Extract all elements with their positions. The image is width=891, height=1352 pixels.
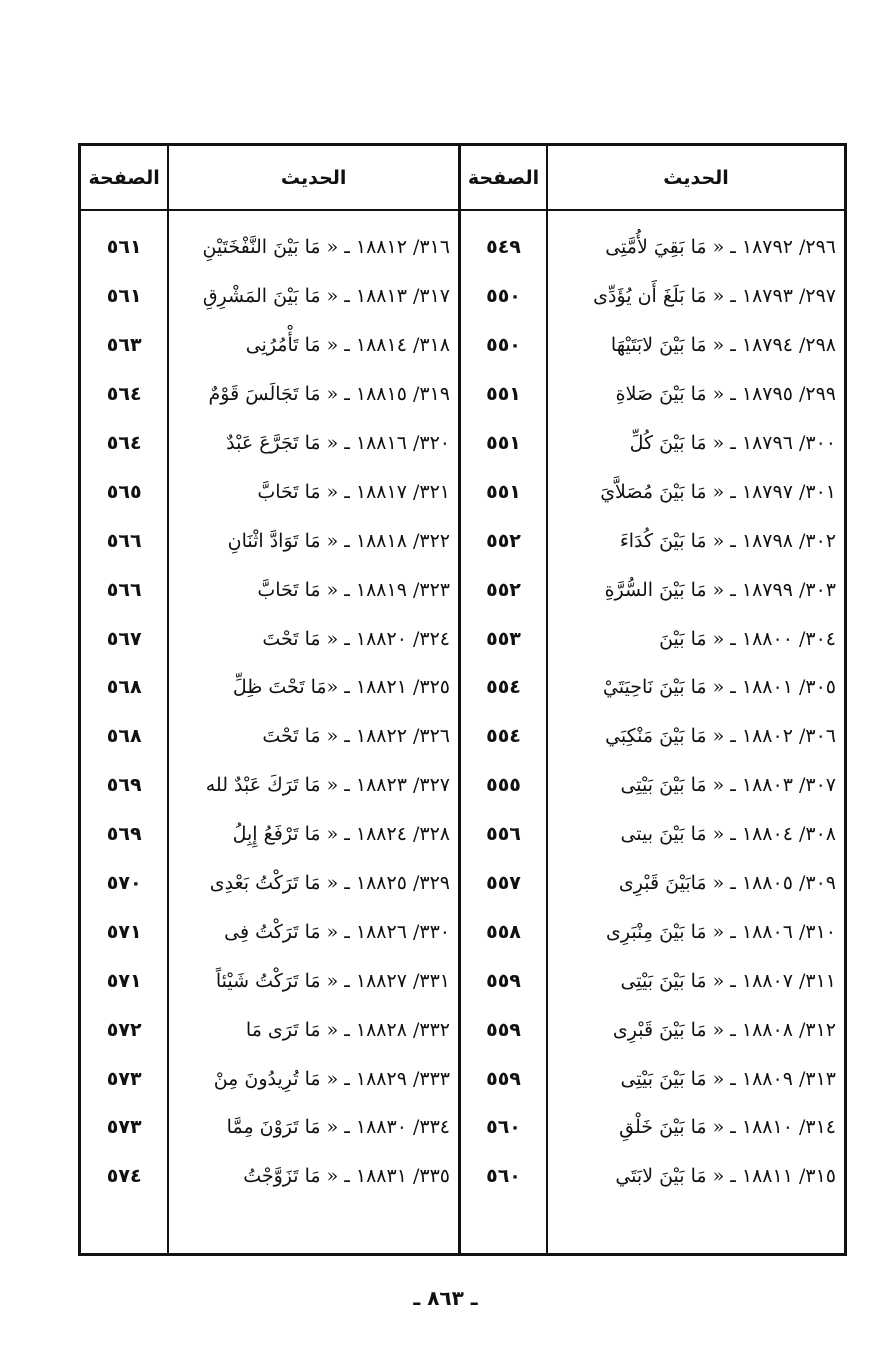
page-list-left <box>81 211 167 1201</box>
hadith-entry: ٣٠٦/ ١٨٨٠٢ ـ « مَا بَيْنَ مَنْكِبَي <box>605 725 836 748</box>
page-number: ٥٥٠ <box>486 334 521 357</box>
hadith-entry: ٣١٨/ ١٨٨١٤ ـ « مَا تَأْمُرُنِى <box>245 334 450 357</box>
page-number: ٥٦٣ <box>106 334 142 357</box>
page-number: ٥٧٣ <box>106 1116 142 1139</box>
hadith-column-right <box>548 146 844 1253</box>
page-number: ٥٧١ <box>106 920 142 943</box>
page-column-header: الصفحة <box>461 146 546 211</box>
page-number: ٥٧٤ <box>106 1165 142 1188</box>
page-number: ٥٥٣ <box>486 627 521 650</box>
hadith-entry: ٣٢٤/ ١٨٨٢٠ ـ « مَا تَحْتَ <box>262 627 450 650</box>
hadith-column-header: الحديث <box>169 146 458 211</box>
hadith-entry: ٣٠٩/ ١٨٨٠٥ ـ « مَابَيْنَ قَبْرِى <box>618 872 836 895</box>
page-number: ٥٧١ <box>106 969 142 992</box>
hadith-entry: ٣٢١/ ١٨٨١٧ ـ « مَا تَحَابَّ <box>257 480 450 503</box>
hadith-entry: ٣١٦/ ١٨٨١٢ ـ « مَا بَيْنَ النَّفْخَتَيْنِ <box>202 236 450 259</box>
page-number: ٥٦٨ <box>106 725 142 748</box>
page-column-left <box>81 146 169 1253</box>
hadith-entry: ٢٩٦/ ١٨٧٩٢ ـ « مَا بَقِيَ لأُمَّتِى <box>605 236 836 259</box>
page-number: ٥٦٦ <box>106 529 142 552</box>
page-number: ٥٥٢ <box>486 529 521 552</box>
page-number: ٥٥٥ <box>486 774 521 797</box>
hadith-entry: ٣١٢/ ١٨٨٠٨ ـ « مَا بَيْنَ قَبْرِى <box>612 1018 836 1041</box>
hadith-entry: ٣٣٠/ ١٨٨٢٦ ـ « مَا تَرَكْتُ فِى <box>224 920 450 943</box>
hadith-column-header: الحديث <box>548 146 844 211</box>
hadith-entry: ٣٠٢/ ١٨٧٩٨ ـ « مَا بَيْنَ كُدَاءَ <box>619 529 836 552</box>
hadith-list-left <box>169 211 458 1201</box>
page-number: ٥٧٢ <box>106 1018 142 1041</box>
page-number: ٥٦٦ <box>106 578 142 601</box>
page-number: ٥٥٤ <box>486 725 521 748</box>
page-number: ٥٦٩ <box>106 774 142 797</box>
hadith-entry: ٣١٩/ ١٨٨١٥ ـ « مَا تَجَالَسَ قَوْمٌ <box>208 383 450 406</box>
page-column-right <box>461 146 548 1253</box>
page-number: ٥٦٤ <box>106 383 142 406</box>
page-number: ٥٥٩ <box>486 969 521 992</box>
page-number: ٥٧٣ <box>106 1067 142 1090</box>
hadith-list-right <box>548 211 844 1201</box>
page-number: ٥٥٤ <box>486 676 521 699</box>
page-number: ٥٥٩ <box>486 1018 521 1041</box>
hadith-entry: ٣٢٨/ ١٨٨٢٤ ـ « مَا تَرْفَعُ إِبِلُ <box>232 823 450 846</box>
page-number: ٥٥١ <box>486 383 521 406</box>
hadith-entry: ٣٢٧/ ١٨٨٢٣ ـ « مَا تَرَكَ عَبْدٌ لله <box>205 774 450 797</box>
page-number: ٥٥١ <box>486 480 521 503</box>
index-column-pair-left <box>81 146 461 1253</box>
page-number: ٥٥٠ <box>486 285 521 308</box>
hadith-column-left <box>169 146 458 1253</box>
hadith-entry: ٣٢٣/ ١٨٨١٩ ـ « مَا تَحَابَّ <box>257 578 450 601</box>
hadith-entry: ٣١٧/ ١٨٨١٣ ـ « مَا بَيْنَ المَشْرِقِ <box>202 285 450 308</box>
page-number: ٥٦٨ <box>106 676 142 699</box>
hadith-entry: ٣٠٣/ ١٨٧٩٩ ـ « مَا بَيْنَ السُّرَّةِ <box>604 578 836 601</box>
hadith-entry: ٣٠٤/ ١٨٨٠٠ ـ « مَا بَيْنَ <box>659 627 836 650</box>
index-column-pair-right <box>461 146 844 1253</box>
hadith-entry: ٣١١/ ١٨٨٠٧ ـ « مَا بَيْنَ بَيْتِى <box>620 969 836 992</box>
page-number: ٥٥٧ <box>486 872 521 895</box>
hadith-entry: ٣١٠/ ١٨٨٠٦ ـ « مَا بَيْنَ مِنْبَرِى <box>606 920 836 943</box>
page-number: ٥٦٧ <box>106 627 142 650</box>
page-number: ٥٥٨ <box>486 920 521 943</box>
page-number: ٥٧٠ <box>106 872 142 895</box>
page-number: ٥٦٠ <box>486 1116 521 1139</box>
hadith-entry: ٣١٥/ ١٨٨١١ ـ « مَا بَيْنَ لابَتَي <box>615 1165 836 1188</box>
hadith-entry: ٣٣٤/ ١٨٨٣٠ ـ « مَا تَرَوْنَ مِمَّا <box>226 1116 450 1139</box>
hadith-entry: ٣٢٢/ ١٨٨١٨ ـ « مَا تَوَادَّ اثْنَانِ <box>227 529 450 552</box>
hadith-entry: ٣٢٦/ ١٨٨٢٢ ـ « مَا تَحْتَ <box>262 725 450 748</box>
hadith-entry: ٣٠١/ ١٨٧٩٧ ـ « مَا بَيْنَ مُصَلاَّيَ <box>600 480 836 503</box>
page-number: ٥٥١ <box>486 432 521 454</box>
page-footer-number: ـ ٨٦٣ ـ <box>413 1286 478 1310</box>
hadith-entry: ٣٣٣/ ١٨٨٢٩ ـ « مَا تُرِيدُونَ مِنْ <box>213 1067 450 1090</box>
hadith-entry: ٣٠٥/ ١٨٨٠١ ـ « مَا بَيْنَ نَاحِيَتَيْ <box>602 676 836 699</box>
page-number: ٥٦١ <box>106 236 142 259</box>
hadith-entry: ٢٩٧/ ١٨٧٩٣ ـ « مَا بَلَغَ أَن يُؤَدِّى <box>593 285 836 308</box>
hadith-entry: ٣٢٩/ ١٨٨٢٥ ـ « مَا تَرَكْتُ بَعْدِى <box>209 872 450 895</box>
page-number: ٥٥٩ <box>486 1067 521 1090</box>
page-number: ٥٦١ <box>106 285 142 308</box>
page-number: ٥٦٩ <box>106 823 142 846</box>
page-column-header: الصفحة <box>81 146 167 211</box>
hadith-entry: ٣٠٠/ ١٨٧٩٦ ـ « مَا بَيْنَ كُلِّ <box>629 432 836 454</box>
page-number: ٥٦٥ <box>106 480 142 503</box>
hadith-entry: ٣١٣/ ١٨٨٠٩ ـ « مَا بَيْنَ بَيْتِى <box>620 1067 836 1090</box>
hadith-entry: ٣٣١/ ١٨٨٢٧ ـ « مَا تَرَكْتُ شَيْئاً <box>215 969 450 992</box>
hadith-entry: ٣٣٥/ ١٨٨٣١ ـ « مَا تَزَوَّجْتُ <box>243 1165 450 1188</box>
page-number: ٥٦٠ <box>486 1165 521 1188</box>
hadith-entry: ٣٠٨/ ١٨٨٠٤ ـ « مَا بَيْنَ بيتى <box>620 823 836 846</box>
hadith-entry: ٣٣٢/ ١٨٨٢٨ ـ « مَا تَرَى مَا <box>245 1018 450 1041</box>
hadith-index-table <box>78 143 847 1256</box>
hadith-entry: ٢٩٨/ ١٨٧٩٤ ـ « مَا بَيْنَ لابَتَيْهَا <box>610 334 836 357</box>
hadith-entry: ٢٩٩/ ١٨٧٩٥ ـ « مَا بَيْنَ صَلاةِ <box>615 383 836 406</box>
page-number: ٥٤٩ <box>486 236 521 259</box>
hadith-entry: ٣٢٠/ ١٨٨١٦ ـ « مَا تَجَرَّعَ عَبْدٌ <box>226 432 450 454</box>
page-number: ٥٥٢ <box>486 578 521 601</box>
hadith-entry: ٣٠٧/ ١٨٨٠٣ ـ « مَا بَيْنَ بَيْتِى <box>620 774 836 797</box>
page-number: ٥٥٦ <box>486 823 521 846</box>
hadith-entry: ٣١٤/ ١٨٨١٠ ـ « مَا بَيْنَ خَلْقِ <box>619 1116 836 1139</box>
page-list-right <box>461 211 546 1201</box>
hadith-entry: ٣٢٥/ ١٨٨٢١ ـ «مَا تَحْتَ ظِلِّ <box>232 676 450 699</box>
page-number: ٥٦٤ <box>106 432 142 454</box>
